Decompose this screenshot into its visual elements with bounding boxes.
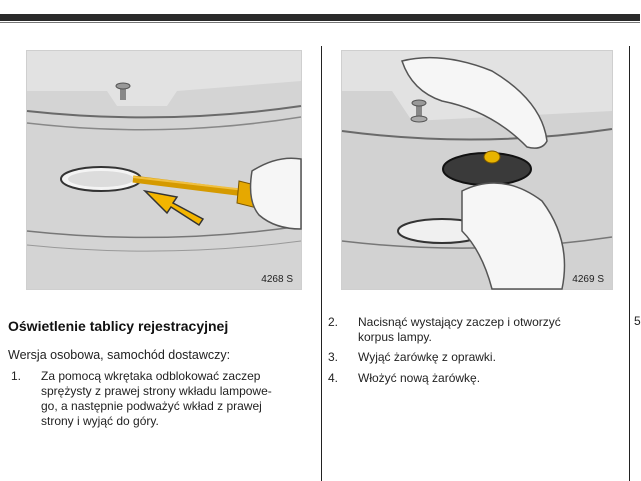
page-edge-mark: 5 xyxy=(634,314,641,328)
step-4 xyxy=(328,371,624,387)
figure-number-left: 4268 S xyxy=(261,274,293,285)
step-line: sprężysty z prawej strony wkładu lampowe- xyxy=(41,384,272,398)
top-rule xyxy=(0,14,640,21)
hand-opening-lamp-icon xyxy=(342,51,612,289)
step-number: 1. xyxy=(11,369,22,383)
step-line: go, a następnie podważyć wkład z prawej xyxy=(41,399,262,413)
step-line: Nacisnąć wystający zaczep i otworzyć xyxy=(358,315,561,329)
step-3 xyxy=(328,350,624,366)
figure-number-right: 4269 S xyxy=(572,274,604,285)
step-number: 4. xyxy=(328,371,339,385)
step-number: 3. xyxy=(328,350,339,364)
column-divider-right xyxy=(629,46,630,481)
figure-left xyxy=(26,50,302,290)
column-divider xyxy=(321,46,322,481)
step-line: Włożyć nową żarówkę. xyxy=(358,371,481,385)
step-line: korpus lampy. xyxy=(358,330,432,344)
section-subtitle: Wersja osobowa, samochód dostawczy: xyxy=(8,348,231,362)
step-line: Wyjąć żarówkę z oprawki. xyxy=(358,350,496,364)
figure-right xyxy=(341,50,613,290)
step-line: Za pomocą wkrętaka odblokować zaczep xyxy=(41,369,261,383)
step-2 xyxy=(328,315,624,347)
step-line: strony i wyjąć do góry. xyxy=(41,414,159,428)
section-title: Oświetlenie tablicy rejestracyjnej xyxy=(8,318,229,334)
step-1 xyxy=(11,369,311,431)
top-rule-thin xyxy=(0,22,640,23)
screwdriver-prying-lamp-icon xyxy=(27,51,301,289)
step-number: 2. xyxy=(328,315,339,329)
